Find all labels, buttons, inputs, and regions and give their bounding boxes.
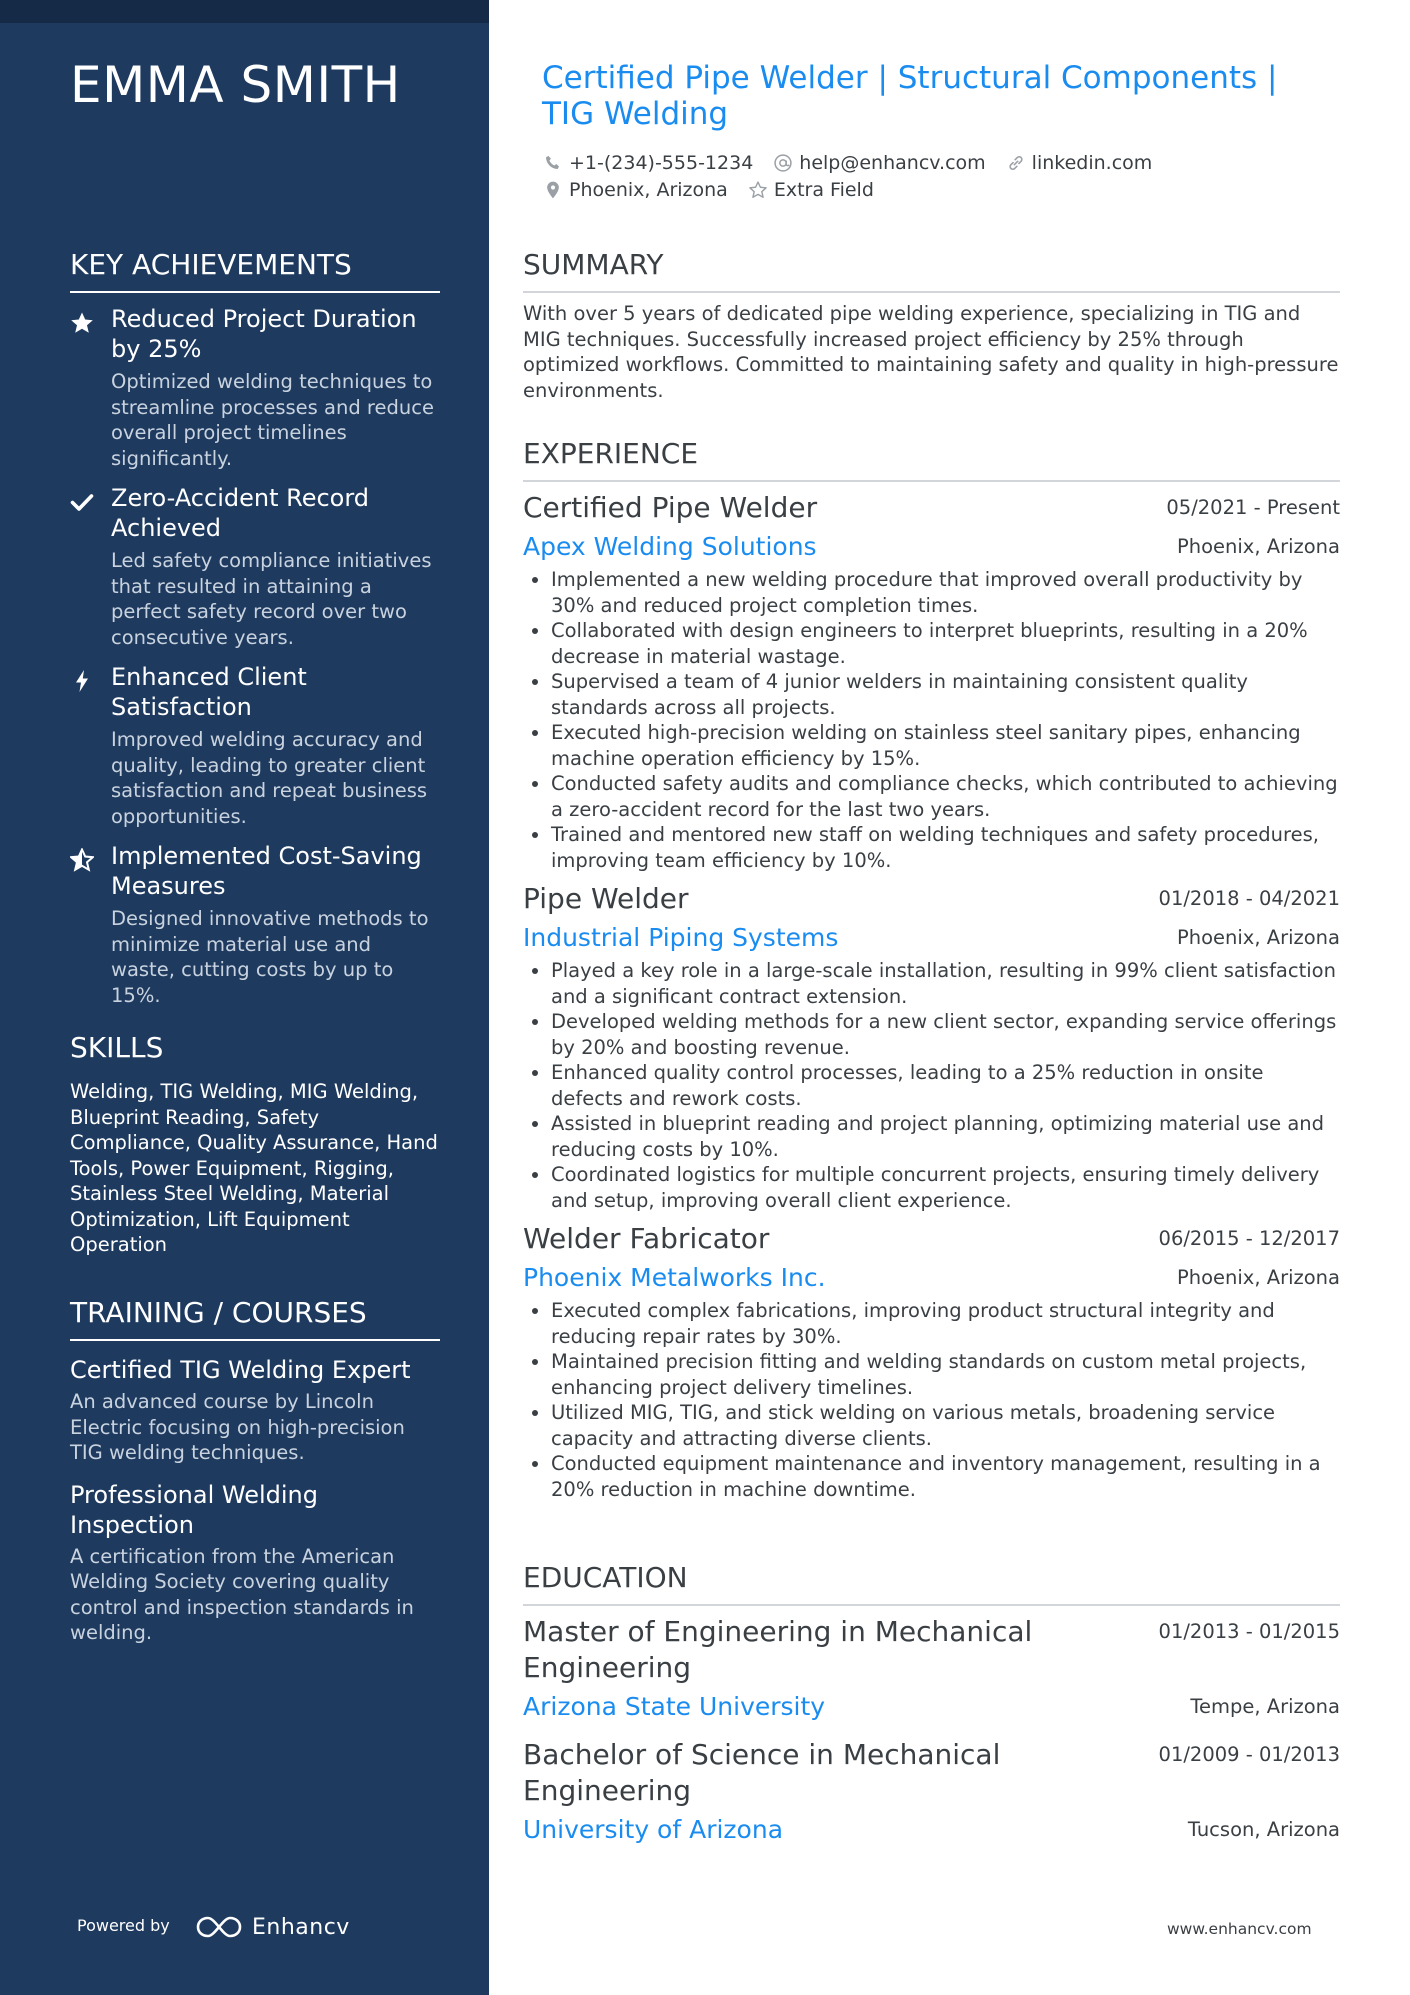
email-contact[interactable] <box>773 152 985 174</box>
star-outline-icon <box>748 180 768 200</box>
link-icon <box>1006 153 1026 173</box>
bullet-item: • Coordinated logistics for multiple concurrent projects, ensuring timely delivery and setup, improving overall client experience. <box>551 1162 1340 1213</box>
company-name[interactable]: Apex Welding Solutions <box>523 532 817 561</box>
job-entry <box>523 881 1340 1213</box>
education-entry <box>523 1614 1340 1723</box>
education-title: EDUCATION <box>523 1561 688 1594</box>
infinity-logo-icon <box>196 1914 242 1940</box>
education-entry <box>523 1737 1340 1846</box>
footer-url[interactable]: www.enhancv.com <box>1167 1920 1312 1938</box>
enhancv-logo[interactable] <box>196 1914 350 1940</box>
bullet-item: • Implemented a new welding procedure that improved overall productivity by 30% and reduced project completion times. <box>551 567 1340 618</box>
school-name[interactable]: Arizona State University <box>523 1692 826 1721</box>
bullet-item: • Conducted safety audits and compliance checks, which contributed to achieving a zero-accident record for the last two years. <box>551 771 1340 822</box>
bullet-item: • Developed welding methods for a new client sector, expanding service offerings by 20% and boosting revenue. <box>551 1009 1340 1060</box>
job-location: Phoenix, Arizona <box>1176 926 1340 949</box>
key-achievements-section <box>70 247 440 1008</box>
bullet-item: • Collaborated with design engineers to interpret blueprints, resulting in a 20% decrease in material wastage. <box>551 618 1340 669</box>
education-location: Tucson, Arizona <box>1187 1818 1340 1841</box>
course-description: An advanced course by Lincoln Electric focusing on high-precision TIG welding techniques. <box>70 1390 405 1464</box>
job-entry <box>523 490 1340 873</box>
skills-title: SKILLS <box>70 1031 164 1064</box>
training-title: TRAINING / COURSES <box>70 1296 367 1329</box>
degree-title: Bachelor of Science in Mechanical Engineering <box>523 1738 1001 1807</box>
job-bullets <box>523 567 1340 873</box>
job-bullets <box>523 1298 1340 1502</box>
sidebar-top-strip <box>0 0 489 23</box>
school-name[interactable]: University of Arizona <box>523 1815 784 1844</box>
location-pin-icon <box>543 180 563 200</box>
check-icon <box>70 490 94 514</box>
skills-section <box>70 1030 440 1258</box>
achievement-item <box>70 304 440 471</box>
achievement-description: Improved welding accuracy and quality, leading to greater client satisfaction and repeat business opportunities. <box>111 728 428 828</box>
location-text: Phoenix, Arizona <box>569 178 728 201</box>
achievement-description: Optimized welding techniques to streamline processes and reduce overall project timelines significantly. <box>111 370 434 470</box>
bullet-item: • Trained and mentored new staff on welding techniques and safety procedures, improving team efficiency by 10%. <box>551 822 1340 873</box>
headline: Certified Pipe Welder | Structural Components | TIG Welding <box>542 60 1278 132</box>
bullet-item: • Utilized MIG, TIG, and stick welding on various metals, broadening service capacity and attracting diverse clients. <box>551 1400 1340 1451</box>
contact-row <box>543 176 1172 203</box>
bullet-item: • Supervised a team of 4 junior welders in maintaining consistent quality standards across all projects. <box>551 669 1340 720</box>
job-role: Welder Fabricator <box>523 1222 770 1255</box>
location-contact <box>543 179 728 201</box>
job-bullets <box>523 958 1340 1213</box>
candidate-name: EMMA SMITH <box>70 56 401 114</box>
achievement-item <box>70 841 440 1008</box>
section-divider <box>523 480 1340 482</box>
job-dates: 05/2021 - Present <box>1166 496 1340 519</box>
degree-title: Master of Engineering in Mechanical Engineering <box>523 1615 1033 1684</box>
email-text: help@enhancv.com <box>799 151 986 174</box>
section-divider <box>70 1339 440 1341</box>
summary-title: SUMMARY <box>523 248 664 281</box>
phone-icon <box>543 153 563 173</box>
bullet-item: • Enhanced quality control processes, leading to a 25% reduction in onsite defects and rework costs. <box>551 1060 1340 1111</box>
extra-field-text: Extra Field <box>773 178 874 201</box>
job-location: Phoenix, Arizona <box>1176 1266 1340 1289</box>
phone-text: +1-(234)-555-1234 <box>569 151 754 174</box>
achievement-title: Enhanced Client Satisfaction <box>111 663 307 721</box>
experience-section <box>523 436 1340 1502</box>
linkedin-text: linkedin.com <box>1031 151 1153 174</box>
job-dates: 06/2015 - 12/2017 <box>1158 1227 1340 1250</box>
extra-field-contact <box>748 179 874 201</box>
linkedin-contact[interactable] <box>1006 152 1153 174</box>
experience-title: EXPERIENCE <box>523 437 699 470</box>
achievement-description: Led safety compliance initiatives that resulted in attaining a perfect safety record over two consecutive years. <box>111 549 432 649</box>
course-description: A certification from the American Welding Society covering quality control and inspection standards in welding. <box>70 1544 414 1644</box>
bullet-item: • Assisted in blueprint reading and project planning, optimizing material use and reducing costs by 10%. <box>551 1111 1340 1162</box>
contact-info <box>543 149 1172 203</box>
job-role: Certified Pipe Welder <box>523 491 818 524</box>
star-icon <box>70 311 94 335</box>
course-title: Certified TIG Welding Expert <box>70 1356 411 1384</box>
achievement-item <box>70 483 440 650</box>
phone-contact[interactable] <box>543 152 753 174</box>
powered-by-label: Powered by <box>77 1916 170 1935</box>
education-location: Tempe, Arizona <box>1190 1695 1340 1718</box>
job-entry <box>523 1221 1340 1502</box>
logo-text: Enhancv <box>252 1914 350 1940</box>
job-location: Phoenix, Arizona <box>1176 535 1340 558</box>
achievement-title: Implemented Cost-Saving Measures <box>111 842 422 900</box>
bullet-item: • Executed complex fabrications, improving product structural integrity and reducing repair rates by 30%. <box>551 1298 1340 1349</box>
summary-section <box>523 247 1340 403</box>
summary-text: With over 5 years of dedicated pipe welding experience, specializing in TIG and MIG techniques. Successfully increased project efficiency by 25% through optimized workflows. Committed to maintaining safety and quality in high-pressure environments. <box>523 302 1339 402</box>
section-divider <box>523 291 1340 293</box>
key-achievements-title: KEY ACHIEVEMENTS <box>70 248 352 281</box>
course-item <box>70 1480 440 1646</box>
bullet-item: • Played a key role in a large-scale installation, resulting in 99% client satisfaction and a significant contract extension. <box>551 958 1340 1009</box>
section-divider <box>523 1604 1340 1606</box>
course-title: Professional Welding Inspection <box>70 1480 318 1539</box>
job-role: Pipe Welder <box>523 882 689 915</box>
sidebar <box>0 0 489 1995</box>
section-divider <box>70 291 440 293</box>
education-section <box>523 1560 1340 1846</box>
education-dates: 01/2013 - 01/2015 <box>1158 1620 1340 1643</box>
contact-row <box>543 149 1172 176</box>
education-dates: 01/2009 - 01/2013 <box>1158 1743 1340 1766</box>
training-section <box>70 1295 440 1646</box>
job-dates: 01/2018 - 04/2021 <box>1158 887 1340 910</box>
achievement-title: Zero-Accident Record Achieved <box>111 484 370 542</box>
achievement-title: Reduced Project Duration by 25% <box>111 305 417 363</box>
achievement-description: Designed innovative methods to minimize material use and waste, cutting costs by up to 15%. <box>111 907 429 1007</box>
bullet-item: • Maintained precision fitting and welding standards on custom metal projects, enhancing project delivery timelines. <box>551 1349 1340 1400</box>
lightning-icon <box>70 669 94 693</box>
achievement-item <box>70 662 440 829</box>
half-star-icon <box>70 848 94 872</box>
company-name[interactable]: Phoenix Metalworks Inc. <box>523 1263 826 1292</box>
bullet-item: • Conducted equipment maintenance and inventory management, resulting in a 20% reduction in machine downtime. <box>551 1451 1340 1502</box>
company-name[interactable]: Industrial Piping Systems <box>523 923 839 952</box>
skills-list: Welding, TIG Welding, MIG Welding, Blueprint Reading, Safety Compliance, Quality Assurance, Hand Tools, Power Equipment, Rigging, Stainless Steel Welding, Material Optimization, Lift Equipment Operation <box>70 1080 438 1256</box>
bullet-item: • Executed high-precision welding on stainless steel sanitary pipes, enhancing machine operation efficiency by 15%. <box>551 720 1340 771</box>
at-icon <box>773 153 793 173</box>
course-item <box>70 1355 440 1466</box>
